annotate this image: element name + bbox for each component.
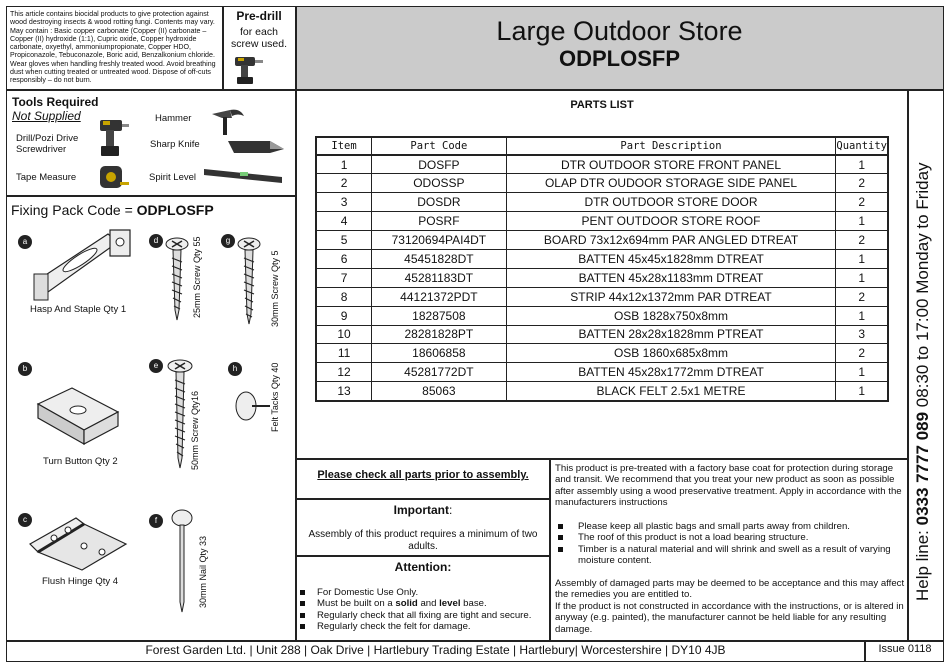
divider-predrill (222, 7, 224, 90)
cell-quantity: 2 (836, 287, 888, 306)
cell-quantity: 1 (836, 382, 888, 401)
predrill-subtitle: for each screw used. (230, 26, 288, 50)
fixing-label-b: Turn Button Qty 2 (43, 456, 118, 467)
header-part-description: Part Description (506, 137, 836, 155)
divider-header (7, 89, 944, 91)
cell-part-code: 28281828PT (372, 325, 507, 344)
table-row (316, 193, 888, 212)
table-row (316, 268, 888, 287)
construct-notice: If the product is not constructed in accordance with the instructions, or is altered in anyway (e.g. painted), the manufacturer cannot be held liable for any resulting damage. (555, 601, 904, 635)
nail-icon (170, 508, 194, 614)
cell-quantity: 1 (836, 268, 888, 287)
tools-subtitle: Not Supplied (12, 109, 81, 123)
cell-part-description: OLAP DTR OUDOOR STORAGE SIDE PANEL (506, 174, 836, 193)
cell-item: 11 (316, 344, 372, 363)
turn-button-icon (32, 384, 122, 450)
attention-item (300, 598, 550, 609)
cell-part-code: 85063 (372, 382, 507, 401)
attention-emphasis-level: level (439, 598, 461, 610)
tool-level-label: Spirit Level (149, 172, 196, 183)
cell-part-description: OSB 1828x750x8mm (506, 306, 836, 325)
cell-part-description: DTR OUTDOOR STORE DOOR (506, 193, 836, 212)
cell-item: 1 (316, 155, 372, 174)
cell-part-code: 45281183DT (372, 268, 507, 287)
felt-tack-icon (232, 386, 272, 426)
important-title (296, 503, 550, 517)
header-part-code: Part Code (372, 137, 507, 155)
fixing-label-g: 30mm Screw Qty 5 (270, 250, 280, 327)
attention-text: and (417, 598, 440, 610)
header-item: Item (316, 137, 372, 155)
divider-check (296, 498, 550, 500)
cell-item: 9 (316, 306, 372, 325)
footer-address: Forest Garden Ltd. | Unit 288 | Oak Drive | Hartlebury Trading Estate | Hartlebury| Worcestershire | DY10 4JB (145, 643, 726, 657)
treatment-intro: This product is pre-treated with a factory base coat for protection during storage and transit. We recommend that you treat your new product as soon as possible after assembly using a wood preservative treatment. Apply in accordance with the manufacturers instructions (555, 463, 902, 508)
cell-item: 3 (316, 193, 372, 212)
helpline-hours: 08:30 to 17:00 Monday to Friday (913, 162, 932, 412)
issue-number: Issue 0118 (878, 643, 932, 655)
attention-text: Must be built on a (317, 598, 396, 610)
cell-quantity: 2 (836, 193, 888, 212)
fixing-badge-c: c (18, 513, 32, 527)
fixing-badge-d: d (149, 234, 163, 248)
divider-important (296, 555, 550, 557)
cell-quantity: 1 (836, 249, 888, 268)
important-colon: : (449, 503, 453, 517)
flush-hinge-icon (24, 510, 132, 574)
helpline-number: 0333 7777 089 (913, 411, 932, 526)
helpline-prefix: Help line: (913, 525, 932, 601)
table-row (316, 155, 888, 174)
cell-part-code: POSRF (372, 212, 507, 231)
cell-part-code: 44121372PDT (372, 287, 507, 306)
table-row (316, 363, 888, 382)
treatment-bullet: Timber is a natural material and will shrink and swell as a result of varying moisture content. (558, 544, 906, 567)
cell-part-code: DOSFP (372, 155, 507, 174)
treatment-bullets (558, 521, 906, 566)
important-body: Assembly of this product requires a minimum of two adults. (308, 529, 538, 552)
cell-item: 6 (316, 249, 372, 268)
cell-part-description: BOARD 73x12x694mm PAR ANGLED DTREAT (506, 231, 836, 250)
attention-emphasis-solid: solid (395, 598, 418, 610)
header-quantity: Quantity (836, 137, 888, 155)
tool-knife-label: Sharp Knife (150, 139, 200, 150)
fixing-pack-label: Fixing Pack Code = (11, 202, 137, 218)
tool-tape-label: Tape Measure (16, 172, 77, 183)
cell-quantity: 2 (836, 174, 888, 193)
screw-30mm-icon (235, 236, 263, 326)
table-row (316, 231, 888, 250)
parts-table (315, 136, 889, 402)
tool-hammer-label: Hammer (155, 113, 192, 124)
cell-part-description: STRIP 44x12x1372mm PAR DTREAT (506, 287, 836, 306)
cell-quantity: 2 (836, 344, 888, 363)
treatment-bullet: The roof of this product is not a load bearing structure. (558, 532, 906, 543)
cell-item: 13 (316, 382, 372, 401)
fixing-badge-g: g (221, 234, 235, 248)
cell-quantity: 1 (836, 363, 888, 382)
table-row (316, 306, 888, 325)
fixing-label-e: 50mm Screw Qty16 (190, 390, 200, 470)
divider-tools (7, 195, 296, 197)
cell-quantity: 1 (836, 155, 888, 174)
attention-text: base. (460, 598, 487, 610)
cell-part-description: BATTEN 45x28x1183mm DTREAT (506, 268, 836, 287)
parts-list-title: PARTS LIST (570, 99, 634, 111)
cell-item: 8 (316, 287, 372, 306)
spirit-level-icon (202, 163, 284, 185)
fixing-label-h: Felt Tacks Qty 40 (270, 362, 280, 432)
tape-measure-icon (96, 163, 130, 191)
fixing-label-d: 25mm Screw Qty 55 (192, 236, 202, 318)
attention-item: Regularly check that all fixing are tight and secure. (300, 610, 550, 621)
table-row (316, 212, 888, 231)
fixing-badge-a: a (18, 235, 32, 249)
cell-item: 4 (316, 212, 372, 231)
cell-part-description: OSB 1860x685x8mm (506, 344, 836, 363)
page-title: Large Outdoor Store (496, 16, 743, 46)
parts-header-row (316, 137, 888, 155)
helpline (913, 162, 933, 601)
table-row (316, 344, 888, 363)
fixing-pack-code: ODPLOSFP (136, 202, 214, 218)
divider-footer (7, 640, 944, 642)
cell-item: 12 (316, 363, 372, 382)
cell-part-code: 18606858 (372, 344, 507, 363)
cell-part-code: 45281772DT (372, 363, 507, 382)
check-parts-notice: Please check all parts prior to assembly. (317, 469, 529, 481)
important-heading: Important (393, 503, 449, 517)
hammer-icon (208, 106, 248, 136)
cell-part-code: DOSDR (372, 193, 507, 212)
cell-part-code: 18287508 (372, 306, 507, 325)
cell-quantity: 2 (836, 231, 888, 250)
cell-part-description: BLACK FELT 2.5x1 METRE (506, 382, 836, 401)
fixing-label-a: Hasp And Staple Qty 1 (30, 304, 127, 315)
attention-item: For Domestic Use Only. (300, 587, 550, 598)
cell-part-code: 45451828DT (372, 249, 507, 268)
cell-part-description: BATTEN 45x45x1828mm DTREAT (506, 249, 836, 268)
cell-item: 2 (316, 174, 372, 193)
drill-icon (96, 117, 130, 159)
cell-part-description: DTR OUTDOOR STORE FRONT PANEL (506, 155, 836, 174)
cell-item: 7 (316, 268, 372, 287)
tool-drill-label: Drill/Pozi Drive Screwdriver (16, 133, 79, 155)
treatment-bullet: Please keep all plastic bags and small parts away from children. (558, 521, 906, 532)
fixing-badge-h: h (228, 362, 242, 376)
fixing-badge-e: e (149, 359, 163, 373)
divider-parts (296, 458, 908, 460)
cell-part-description: PENT OUTDOOR STORE ROOF (506, 212, 836, 231)
divider-helpline (907, 89, 909, 641)
fixing-label-c: Flush Hinge Qty 4 (42, 576, 119, 587)
attention-title: Attention: (394, 560, 452, 574)
predrill-title: Pre-drill (236, 9, 282, 23)
table-row (316, 174, 888, 193)
table-row (316, 287, 888, 306)
table-row (316, 382, 888, 401)
damage-notice: Assembly of damaged parts may be deemed to be acceptance and this may affect the remedies you are entitled to. (555, 578, 905, 601)
table-row (316, 249, 888, 268)
knife-icon (226, 135, 286, 159)
attention-item: Regularly check the felt for damage. (300, 621, 550, 632)
cell-quantity: 1 (836, 212, 888, 231)
cell-item: 10 (316, 325, 372, 344)
product-code: ODPLOSFP (558, 46, 680, 71)
cell-item: 5 (316, 231, 372, 250)
cell-quantity: 1 (836, 306, 888, 325)
tools-title: Tools Required (12, 95, 99, 109)
fixing-badge-b: b (18, 362, 32, 376)
cell-part-code: 73120694PAI4DT (372, 231, 507, 250)
cell-part-description: BATTEN 45x28x1772mm DTREAT (506, 363, 836, 382)
cell-quantity: 3 (836, 325, 888, 344)
cell-part-code: ODOSSP (372, 174, 507, 193)
fixing-pack-title (11, 202, 214, 218)
drill-icon (231, 52, 265, 86)
fixing-label-f: 30mm Nail Qty 33 (198, 535, 208, 608)
screw-25mm-icon (163, 236, 191, 322)
biocide-warning: This article contains biocidal products to give protection against wood destroying insects & wood rotting fungi. Contents may vary. May contain : Basic copper carbonate (Copper (II) carbonate – Copper (II) hydroxide (1:1), Cupric oxide, Copper hydroxide carbonate, oxyethyl, ammoniumpropionate, Copper HDO, Propiconazole, Tebuconazole, Boric acid, Benzalkonium chloride. Wear gloves when handling freshly treated wood. Avoid breathing dust when cutting treated or untreated wood. Dispose of off-cuts responsibly – do not burn. (10, 10, 216, 85)
table-row (316, 325, 888, 344)
cell-part-description: BATTEN 28x28x1828mm PTREAT (506, 325, 836, 344)
attention-list (300, 587, 550, 632)
hasp-and-staple-icon (30, 222, 134, 304)
fixing-badge-f: f (149, 514, 163, 528)
